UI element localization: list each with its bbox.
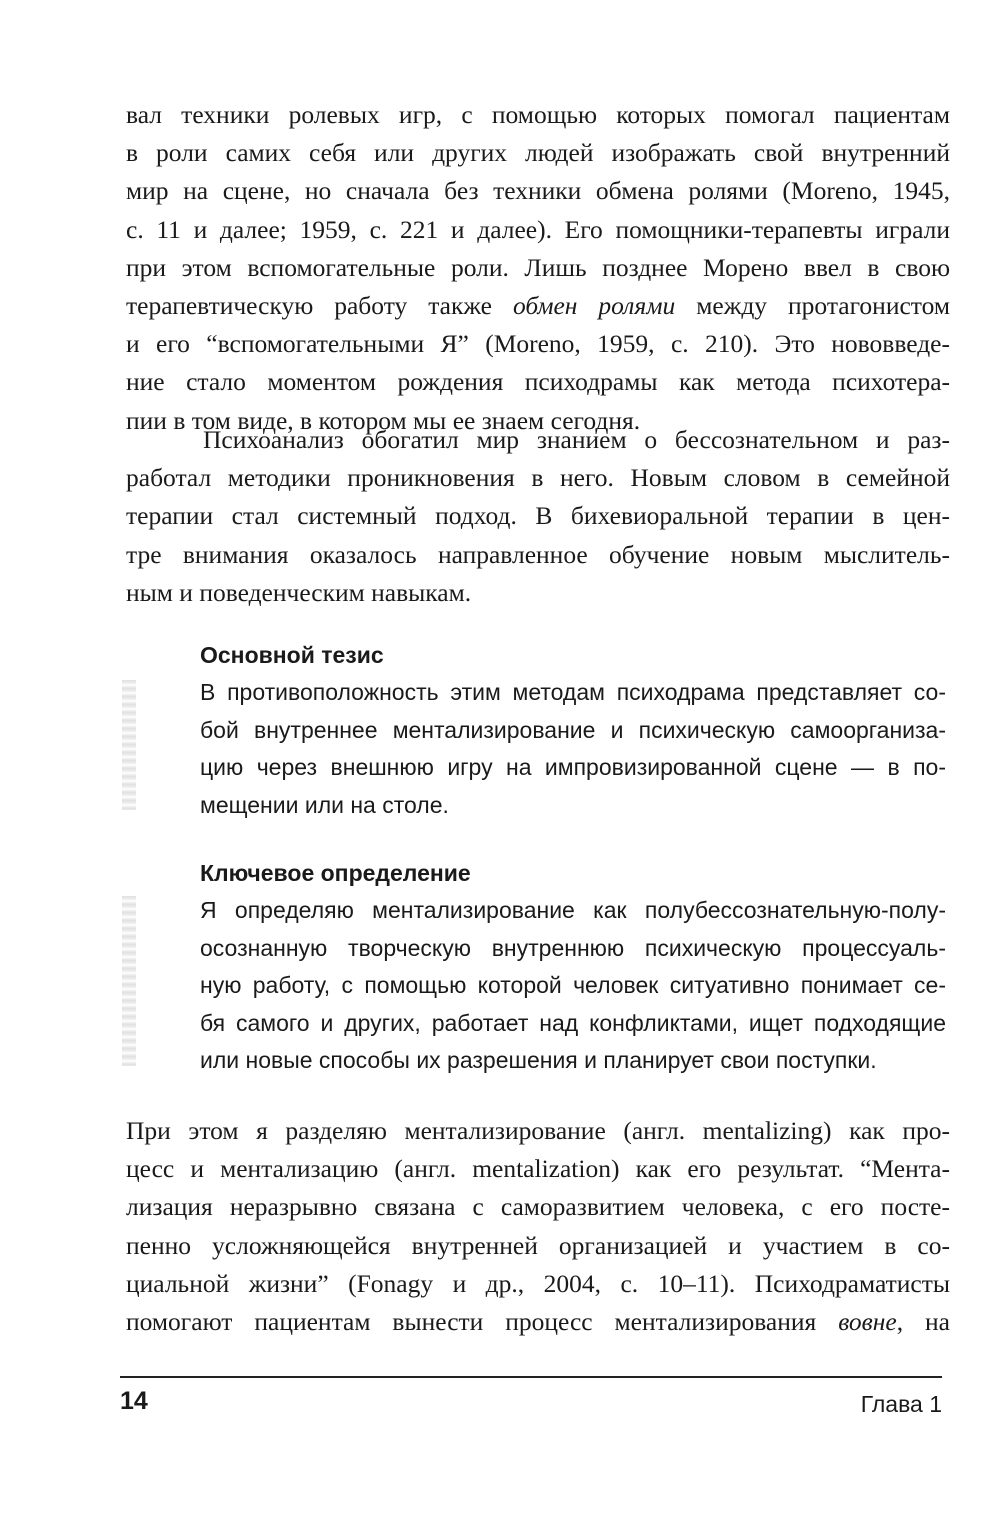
text-line: цию через внешнюю игру на импровизированной сцене — в по- — [200, 754, 946, 781]
text-line: Я определяю ментализирование как полубессознательную-полу- — [200, 897, 946, 923]
paragraph-1 — [126, 96, 950, 440]
text-fragment: между протагонистом — [675, 291, 950, 321]
text-line — [126, 287, 950, 325]
emphasis-term: вовне — [838, 1307, 897, 1337]
text-line: цесс и ментализацию (англ. mentalization) как его результат. “Мента- — [126, 1154, 950, 1184]
text-line: мир на сцене, но сначала без техники обмена ролями (Moreno, 1945, — [126, 176, 950, 206]
text-line: терапии стал системный подход. В бихевиоральной терапии в цен- — [126, 501, 950, 531]
text-line: ние стало моментом рождения психодрамы как метода психотера- — [126, 367, 950, 397]
definition-box — [200, 854, 946, 1080]
text-fragment: помогают пациентам вынести процесс ментализирования — [126, 1307, 839, 1337]
text-line: работал методики проникновения в него. Новым словом в семейной — [126, 463, 950, 493]
text-line: ную работу, с помощью которой человек ситуативно понимает се- — [200, 972, 946, 999]
text-line: циальной жизни” (Fonagy и др., 2004, с. 10–11). Психодраматисты — [126, 1268, 950, 1298]
paragraph-2 — [126, 421, 950, 612]
text-line: тре внимания оказалось направленное обучение новым мыслитель- — [126, 539, 950, 569]
text-line: ным и поведенческим навыкам. — [126, 577, 472, 607]
thesis-box — [200, 636, 946, 824]
text-line: лизация неразрывно связана с саморазвитием человека, с его посте- — [126, 1192, 950, 1222]
text-line: При этом я разделяю ментализирование (англ. mentalizing) как про- — [126, 1116, 950, 1145]
text-line: В противоположность этим методам психодрама представляет со- — [200, 679, 946, 705]
text-line: пенно усложняющейся внутренней организацией и участием в со- — [126, 1230, 950, 1260]
text-line: бя самого и других, работает над конфликтами, ищет подходящие — [200, 1009, 946, 1036]
text-line: с. 11 и далее; 1959, с. 221 и далее). Его помощники-терапевты играли — [126, 214, 950, 244]
emphasis-term: обмен ролями — [512, 291, 676, 321]
text-line: Психоанализ обогатил мир знанием о бессознательном и раз- — [203, 425, 950, 454]
text-line: осознанную творческую внутреннюю психическую процессуаль- — [200, 934, 946, 961]
text-line — [126, 1303, 950, 1341]
definition-margin-bar — [122, 896, 136, 1066]
thesis-heading: Основной тезис — [200, 642, 384, 668]
text-fragment: терапевтическую работу также — [126, 291, 513, 321]
text-line: при этом вспомогательные роли. Лишь позднее Морено ввел в свою — [126, 252, 950, 282]
page-number: 14 — [120, 1387, 148, 1415]
text-line: в роли самих себя или других людей изображать свой внутренний — [126, 138, 950, 168]
text-line: мещении или на столе. — [200, 791, 449, 818]
text-line: и его “вспомогательными Я” (Moreno, 1959, с. 210). Это нововведе- — [126, 329, 950, 359]
paragraph-3 — [126, 1112, 950, 1341]
thesis-margin-bar — [122, 680, 136, 810]
definition-heading: Ключевое определение — [200, 860, 471, 886]
text-line: бой внутреннее ментализирование и психическую самоорганиза- — [200, 716, 946, 743]
text-line: пии в том виде, в котором мы ее знаем сегодня. — [126, 405, 641, 435]
text-line: вал техники ролевых игр, с помощью которых помогал пациентам — [126, 100, 950, 129]
chapter-label: Глава 1 — [860, 1391, 942, 1417]
text-fragment: , на — [896, 1307, 951, 1337]
text-line: или новые способы их разрешения и планирует свои поступки. — [200, 1047, 877, 1074]
footer-divider — [120, 1376, 942, 1378]
